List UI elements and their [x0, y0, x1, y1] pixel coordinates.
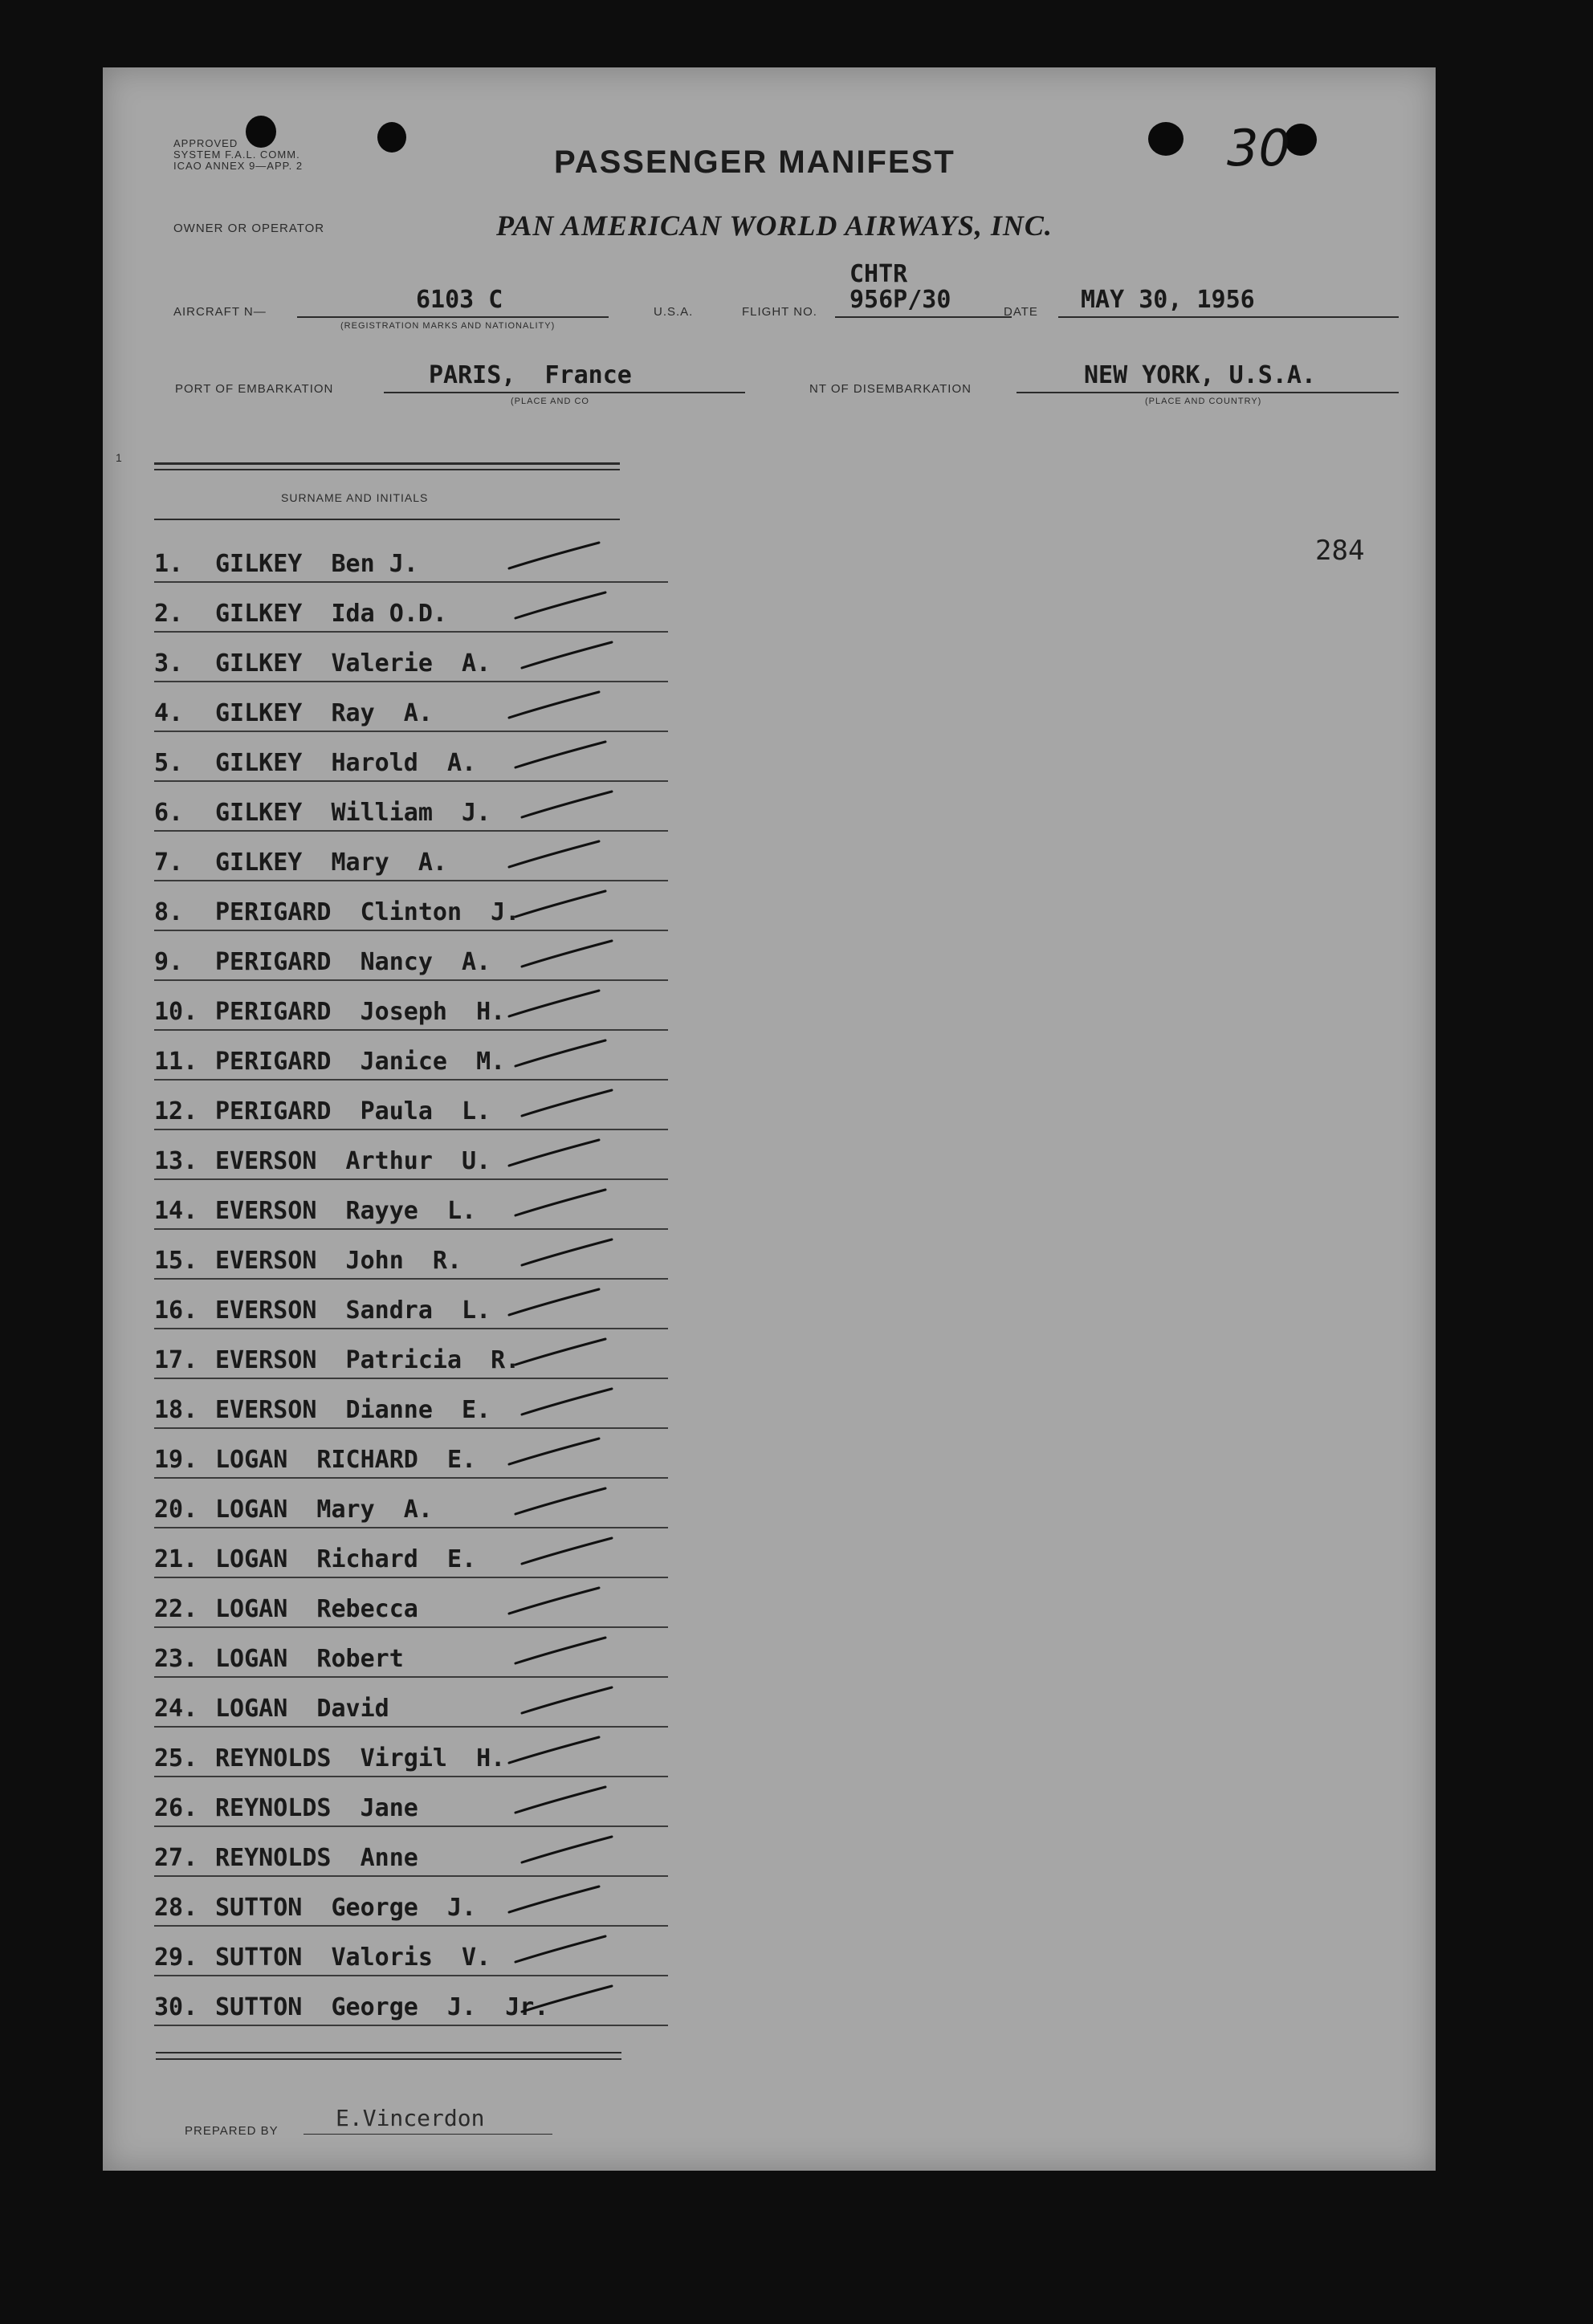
- owner-value: PAN AMERICAN WORLD AIRWAYS, INC.: [496, 210, 1053, 242]
- page-title: PASSENGER MANIFEST: [554, 144, 955, 180]
- passenger-number: 19.: [154, 1446, 198, 1474]
- passenger-row: [154, 1976, 668, 2026]
- passenger-name: PERIGARD Joseph H.: [215, 998, 506, 1026]
- embarkation-label: PORT OF EMBARKATION: [175, 382, 334, 396]
- passenger-name: GILKEY William J.: [215, 799, 491, 827]
- table-bottom-rule-2: [156, 2058, 621, 2060]
- passenger-number: 23.: [154, 1645, 198, 1673]
- passenger-row: [154, 1678, 668, 1728]
- passenger-number: 24.: [154, 1695, 198, 1723]
- passenger-name: LOGAN Mary A.: [215, 1496, 433, 1524]
- passenger-row: [154, 1877, 668, 1927]
- passenger-name: LOGAN David: [215, 1695, 389, 1723]
- passenger-name: LOGAN Rebecca: [215, 1595, 418, 1623]
- aircraft-sublabel: (REGISTRATION MARKS AND NATIONALITY): [340, 321, 556, 331]
- embarkation-underline: [384, 392, 745, 393]
- aircraft-nationality: U.S.A.: [654, 305, 694, 319]
- passenger-row: [154, 1429, 668, 1479]
- passenger-number: 1.: [154, 550, 184, 578]
- passenger-row: [154, 1528, 668, 1578]
- passenger-number: 18.: [154, 1396, 198, 1424]
- passenger-row: [154, 1031, 668, 1081]
- passenger-row: [154, 881, 668, 931]
- passenger-name: LOGAN Robert: [215, 1645, 404, 1673]
- passenger-name: PERIGARD Nancy A.: [215, 948, 491, 976]
- approval-line-1: APPROVED: [173, 137, 238, 149]
- passenger-name: PERIGARD Paula L.: [215, 1097, 491, 1125]
- disembarkation-sublabel: (PLACE AND COUNTRY): [1145, 397, 1262, 406]
- passenger-number: 3.: [154, 649, 184, 678]
- passenger-row: [154, 732, 668, 782]
- passenger-number: 27.: [154, 1844, 198, 1872]
- passenger-number: 22.: [154, 1595, 198, 1623]
- passenger-number: 28.: [154, 1894, 198, 1922]
- passenger-number: 5.: [154, 749, 184, 777]
- passenger-name: LOGAN Richard E.: [215, 1545, 477, 1573]
- passenger-row: [154, 533, 668, 583]
- passenger-name: REYNOLDS Jane: [215, 1794, 418, 1822]
- manifest-page: [103, 67, 1436, 2171]
- table-top-rule-2: [154, 469, 620, 470]
- passenger-number: 9.: [154, 948, 184, 976]
- passenger-name: SUTTON George J.: [215, 1894, 477, 1922]
- column-header-surname: SURNAME AND INITIALS: [281, 491, 429, 504]
- passenger-name: GILKEY Harold A.: [215, 749, 477, 777]
- approval-line-3: ICAO ANNEX 9—APP. 2: [173, 160, 304, 172]
- embarkation-value: PARIS, France: [429, 361, 632, 389]
- passenger-name: REYNOLDS Anne: [215, 1844, 418, 1872]
- passenger-name: EVERSON Patricia R.: [215, 1346, 520, 1374]
- passenger-row: [154, 1927, 668, 1976]
- passenger-row: [154, 633, 668, 682]
- passenger-name: GILKEY Ray A.: [215, 699, 433, 727]
- aircraft-label: AIRCRAFT N—: [173, 305, 267, 319]
- prepared-by-value: E.Vincerdon: [336, 2105, 485, 2131]
- passenger-number: 7.: [154, 849, 184, 877]
- passenger-number: 2.: [154, 600, 184, 628]
- passenger-number: 16.: [154, 1296, 198, 1325]
- passenger-number: 10.: [154, 998, 198, 1026]
- date-value: MAY 30, 1956: [1081, 286, 1255, 314]
- passenger-row: [154, 1280, 668, 1329]
- passenger-name: GILKEY Ida O.D.: [215, 600, 447, 628]
- passenger-name: EVERSON Dianne E.: [215, 1396, 491, 1424]
- passenger-number: 25.: [154, 1744, 198, 1773]
- date-label: DATE: [1004, 305, 1038, 319]
- passenger-number: 11.: [154, 1048, 198, 1076]
- owner-label: OWNER OR OPERATOR: [173, 222, 325, 235]
- punch-hole-right-1: [1148, 122, 1184, 156]
- passenger-number: 30.: [154, 1993, 198, 2021]
- table-top-rule-1: [154, 462, 620, 465]
- passenger-number: 29.: [154, 1943, 198, 1972]
- passenger-name: PERIGARD Janice M.: [215, 1048, 506, 1076]
- passenger-row: [154, 1130, 668, 1180]
- disembarkation-value: NEW YORK, U.S.A.: [1084, 361, 1316, 389]
- passenger-row: [154, 1628, 668, 1678]
- passenger-name: LOGAN RICHARD E.: [215, 1446, 477, 1474]
- flight-value: 956P/30: [849, 286, 951, 314]
- prepared-by-underline: [304, 2134, 552, 2135]
- passenger-name: EVERSON Rayye L.: [215, 1197, 477, 1225]
- approval-line-2: SYSTEM F.A.L. COMM.: [173, 149, 300, 161]
- punch-hole-left-2: [377, 122, 406, 153]
- passenger-number: 21.: [154, 1545, 198, 1573]
- passenger-name: GILKEY Ben J.: [215, 550, 418, 578]
- passenger-number: 12.: [154, 1097, 198, 1125]
- date-underline: [1058, 316, 1399, 318]
- disembarkation-underline: [1017, 392, 1399, 393]
- passenger-name: EVERSON Sandra L.: [215, 1296, 491, 1325]
- passenger-name: SUTTON Valoris V.: [215, 1943, 491, 1972]
- passenger-row: [154, 1230, 668, 1280]
- passenger-number: 8.: [154, 898, 184, 926]
- passenger-row: [154, 832, 668, 881]
- passenger-row: [154, 1329, 668, 1379]
- passenger-row: [154, 1479, 668, 1528]
- passenger-name: PERIGARD Clinton J.: [215, 898, 520, 926]
- passenger-name: GILKEY Mary A.: [215, 849, 447, 877]
- passenger-row: [154, 1180, 668, 1230]
- flight-label: FLIGHT NO.: [742, 305, 817, 319]
- passenger-row: [154, 981, 668, 1031]
- passenger-name: GILKEY Valerie A.: [215, 649, 491, 678]
- embarkation-sublabel: (PLACE AND CO: [511, 397, 589, 406]
- passenger-name: REYNOLDS Virgil H.: [215, 1744, 506, 1773]
- passenger-row: [154, 1081, 668, 1130]
- passenger-row: [154, 1578, 668, 1628]
- prepared-by-label: PREPARED BY: [185, 2124, 279, 2138]
- passenger-number: 6.: [154, 799, 184, 827]
- passenger-number: 4.: [154, 699, 184, 727]
- margin-mark: 1: [116, 451, 122, 464]
- passenger-row: [154, 1827, 668, 1877]
- flight-underline: [835, 316, 1012, 318]
- passenger-number: 17.: [154, 1346, 198, 1374]
- passenger-row: [154, 1728, 668, 1777]
- passenger-row: [154, 583, 668, 633]
- table-bottom-rule-1: [156, 2052, 621, 2053]
- passenger-number: 14.: [154, 1197, 198, 1225]
- passenger-number: 13.: [154, 1147, 198, 1175]
- aircraft-underline: [297, 316, 609, 318]
- column-header-underline: [154, 519, 620, 520]
- passenger-name: SUTTON George J. Jr.: [215, 1993, 549, 2021]
- passenger-count-note: 284: [1315, 535, 1365, 567]
- passenger-name: EVERSON Arthur U.: [215, 1147, 491, 1175]
- disembarkation-label: NT OF DISEMBARKATION: [809, 382, 972, 396]
- passenger-row: [154, 1379, 668, 1429]
- passenger-number: 26.: [154, 1794, 198, 1822]
- row-underline: [154, 2025, 668, 2026]
- approval-stamp: [173, 138, 303, 172]
- passenger-row: [154, 682, 668, 732]
- passenger-row: [154, 1777, 668, 1827]
- aircraft-value: 6103 C: [416, 286, 503, 314]
- passenger-number: 15.: [154, 1247, 198, 1275]
- passenger-number: 20.: [154, 1496, 198, 1524]
- flight-value-top: CHTR: [849, 260, 908, 288]
- passenger-row: [154, 782, 668, 832]
- passenger-name: EVERSON John R.: [215, 1247, 462, 1275]
- passenger-row: [154, 931, 668, 981]
- page-number-handwritten: 30: [1227, 119, 1290, 177]
